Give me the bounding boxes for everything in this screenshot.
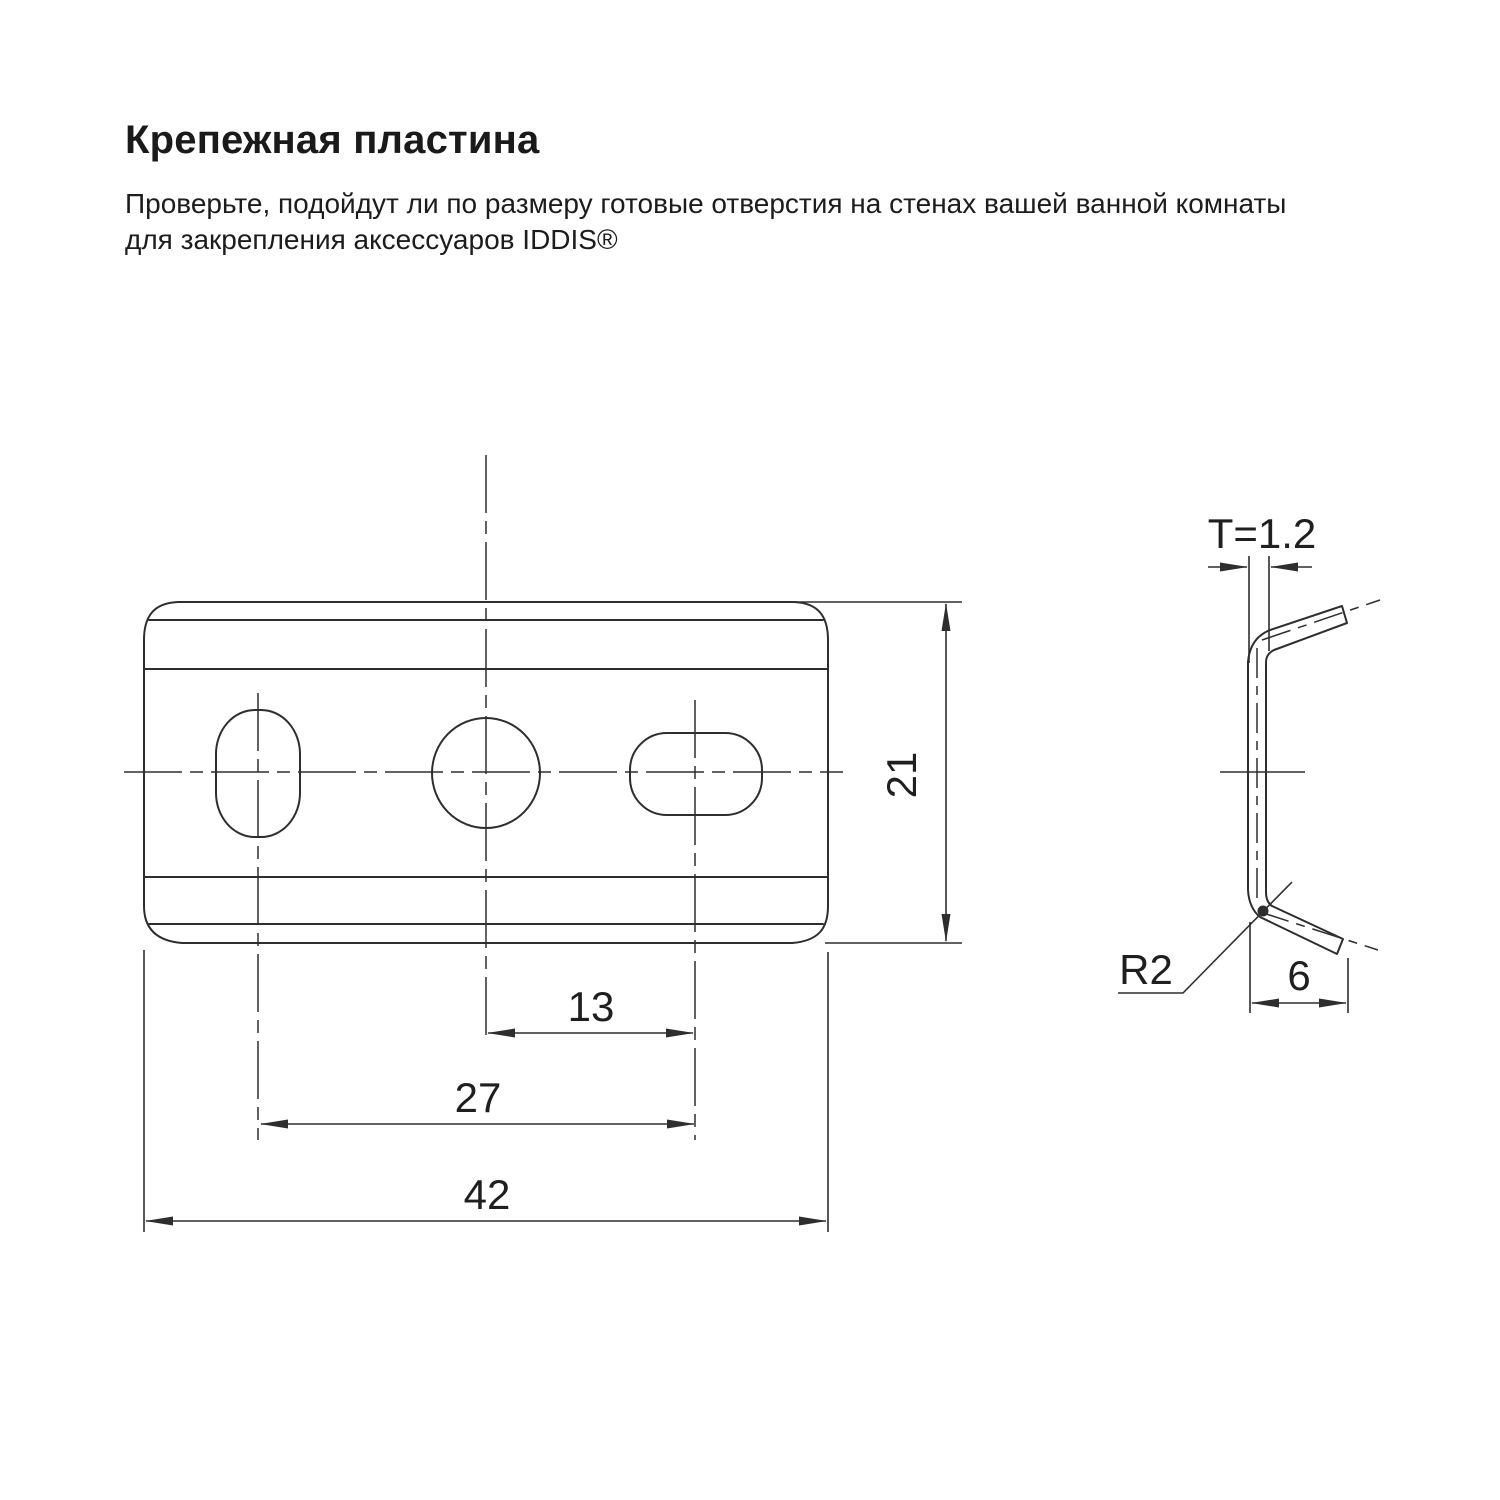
profile-outline xyxy=(1248,606,1347,954)
dim-r2-label: R2 xyxy=(1119,946,1173,993)
dim-13-label: 13 xyxy=(567,983,615,1030)
description-line-2: для закрепления аксессуаров IDDIS® xyxy=(125,224,618,255)
dim-42-label: 42 xyxy=(463,1171,511,1218)
front-view xyxy=(124,455,962,1232)
page-title: Крепежная пластина xyxy=(125,118,540,162)
dim-27-label: 27 xyxy=(454,1074,502,1121)
side-view xyxy=(1118,510,1380,1013)
dim-21-label: 21 xyxy=(878,751,925,799)
dim-t-label: T=1.2 xyxy=(1207,510,1317,557)
dimension-spacing-27 xyxy=(261,1074,694,1124)
r2-leader-dot xyxy=(1258,906,1269,917)
profile-centerline-top-flange xyxy=(1262,600,1380,640)
dimension-spacing-13 xyxy=(488,983,693,1033)
dimension-height-21 xyxy=(794,602,962,943)
hole-right-horizontal-slot xyxy=(630,733,762,815)
description-line-1: Проверьте, подойдут ли по размеру готовые отверстия на стенах вашей ванной комнаты xyxy=(125,188,1287,219)
dim-6-label: 6 xyxy=(1287,952,1311,999)
